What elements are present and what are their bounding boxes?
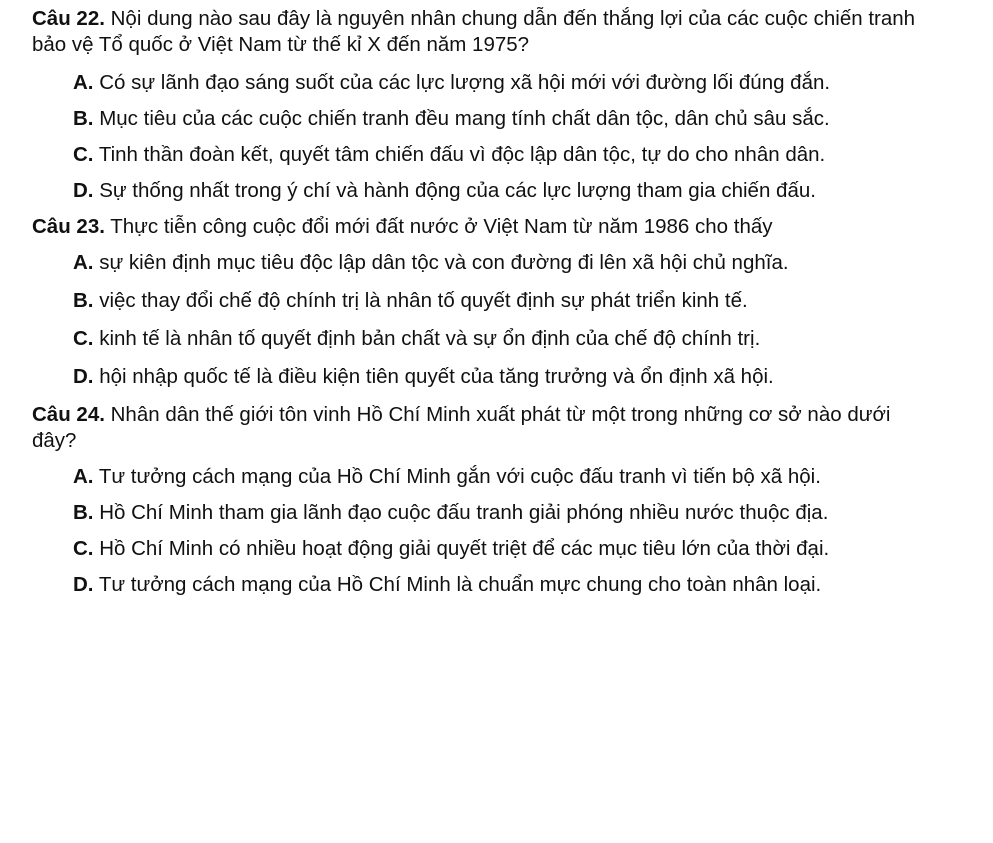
option-d bbox=[73, 572, 933, 598]
exam-page bbox=[0, 6, 993, 598]
question-23 bbox=[0, 214, 993, 390]
option-letter: D. bbox=[73, 179, 94, 202]
option-a bbox=[73, 250, 933, 276]
option-text: kinh tế là nhân tố quyết định bản chất và sự ổn định của chế độ chính trị. bbox=[99, 327, 761, 350]
option-text: Tư tưởng cách mạng của Hồ Chí Minh là chuẩn mực chung cho toàn nhân loại. bbox=[98, 573, 822, 596]
option-letter: C. bbox=[73, 537, 94, 560]
option-text: Hồ Chí Minh có nhiều hoạt động giải quyết triệt để các mục tiêu lớn của thời đại. bbox=[99, 537, 830, 560]
option-letter: D. bbox=[73, 365, 94, 388]
option-letter: B. bbox=[73, 501, 94, 524]
option-letter: A. bbox=[73, 251, 94, 274]
option-c bbox=[73, 536, 933, 562]
option-letter: B. bbox=[73, 107, 94, 130]
question-text: Nhân dân thế giới tôn vinh Hồ Chí Minh xuất phát từ một trong những cơ sở nào dưới đây? bbox=[32, 403, 891, 452]
option-a bbox=[73, 464, 933, 490]
option-text: hội nhập quốc tế là điều kiện tiên quyết của tăng trưởng và ổn định xã hội. bbox=[99, 365, 774, 388]
option-b bbox=[73, 288, 933, 314]
option-text: Hồ Chí Minh tham gia lãnh đạo cuộc đấu tranh giải phóng nhiều nước thuộc địa. bbox=[99, 501, 829, 524]
option-c bbox=[73, 326, 933, 352]
question-22 bbox=[0, 6, 993, 204]
option-letter: A. bbox=[73, 71, 94, 94]
question-24 bbox=[0, 402, 993, 598]
question-number: Câu 22. bbox=[32, 7, 105, 30]
option-text: Mục tiêu của các cuộc chiến tranh đều mang tính chất dân tộc, dân chủ sâu sắc. bbox=[99, 107, 830, 130]
options-list bbox=[0, 464, 993, 598]
option-letter: D. bbox=[73, 573, 94, 596]
question-stem bbox=[0, 214, 993, 240]
option-text: Có sự lãnh đạo sáng suốt của các lực lượng xã hội mới với đường lối đúng đắn. bbox=[99, 71, 831, 94]
option-text: việc thay đổi chế độ chính trị là nhân tố quyết định sự phát triển kinh tế. bbox=[99, 289, 748, 312]
option-letter: C. bbox=[73, 143, 94, 166]
options-list bbox=[0, 250, 993, 390]
question-text: Nội dung nào sau đây là nguyên nhân chung dẫn đến thắng lợi của các cuộc chiến tranh bảo vệ Tổ quốc ở Việt Nam từ thế kỉ X đến năm 1975? bbox=[32, 7, 916, 56]
option-text: Sự thống nhất trong ý chí và hành động của các lực lượng tham gia chiến đấu. bbox=[99, 179, 816, 202]
question-stem bbox=[0, 6, 993, 58]
question-number: Câu 23. bbox=[32, 215, 105, 238]
option-letter: B. bbox=[73, 289, 94, 312]
question-number: Câu 24. bbox=[32, 403, 105, 426]
option-b bbox=[73, 500, 933, 526]
question-stem bbox=[0, 402, 993, 454]
option-text: Tư tưởng cách mạng của Hồ Chí Minh gắn với cuộc đấu tranh vì tiến bộ xã hội. bbox=[98, 465, 821, 488]
option-d bbox=[73, 178, 933, 204]
option-letter: C. bbox=[73, 327, 94, 350]
option-c bbox=[73, 142, 933, 168]
option-b bbox=[73, 106, 933, 132]
option-text: Tinh thần đoàn kết, quyết tâm chiến đấu vì độc lập dân tộc, tự do cho nhân dân. bbox=[98, 143, 826, 166]
option-a bbox=[73, 70, 933, 96]
options-list bbox=[0, 70, 993, 204]
option-d bbox=[73, 364, 933, 390]
option-text: sự kiên định mục tiêu độc lập dân tộc và con đường đi lên xã hội chủ nghĩa. bbox=[99, 251, 789, 274]
option-letter: A. bbox=[73, 465, 94, 488]
question-text: Thực tiễn công cuộc đổi mới đất nước ở Việt Nam từ năm 1986 cho thấy bbox=[110, 215, 773, 238]
